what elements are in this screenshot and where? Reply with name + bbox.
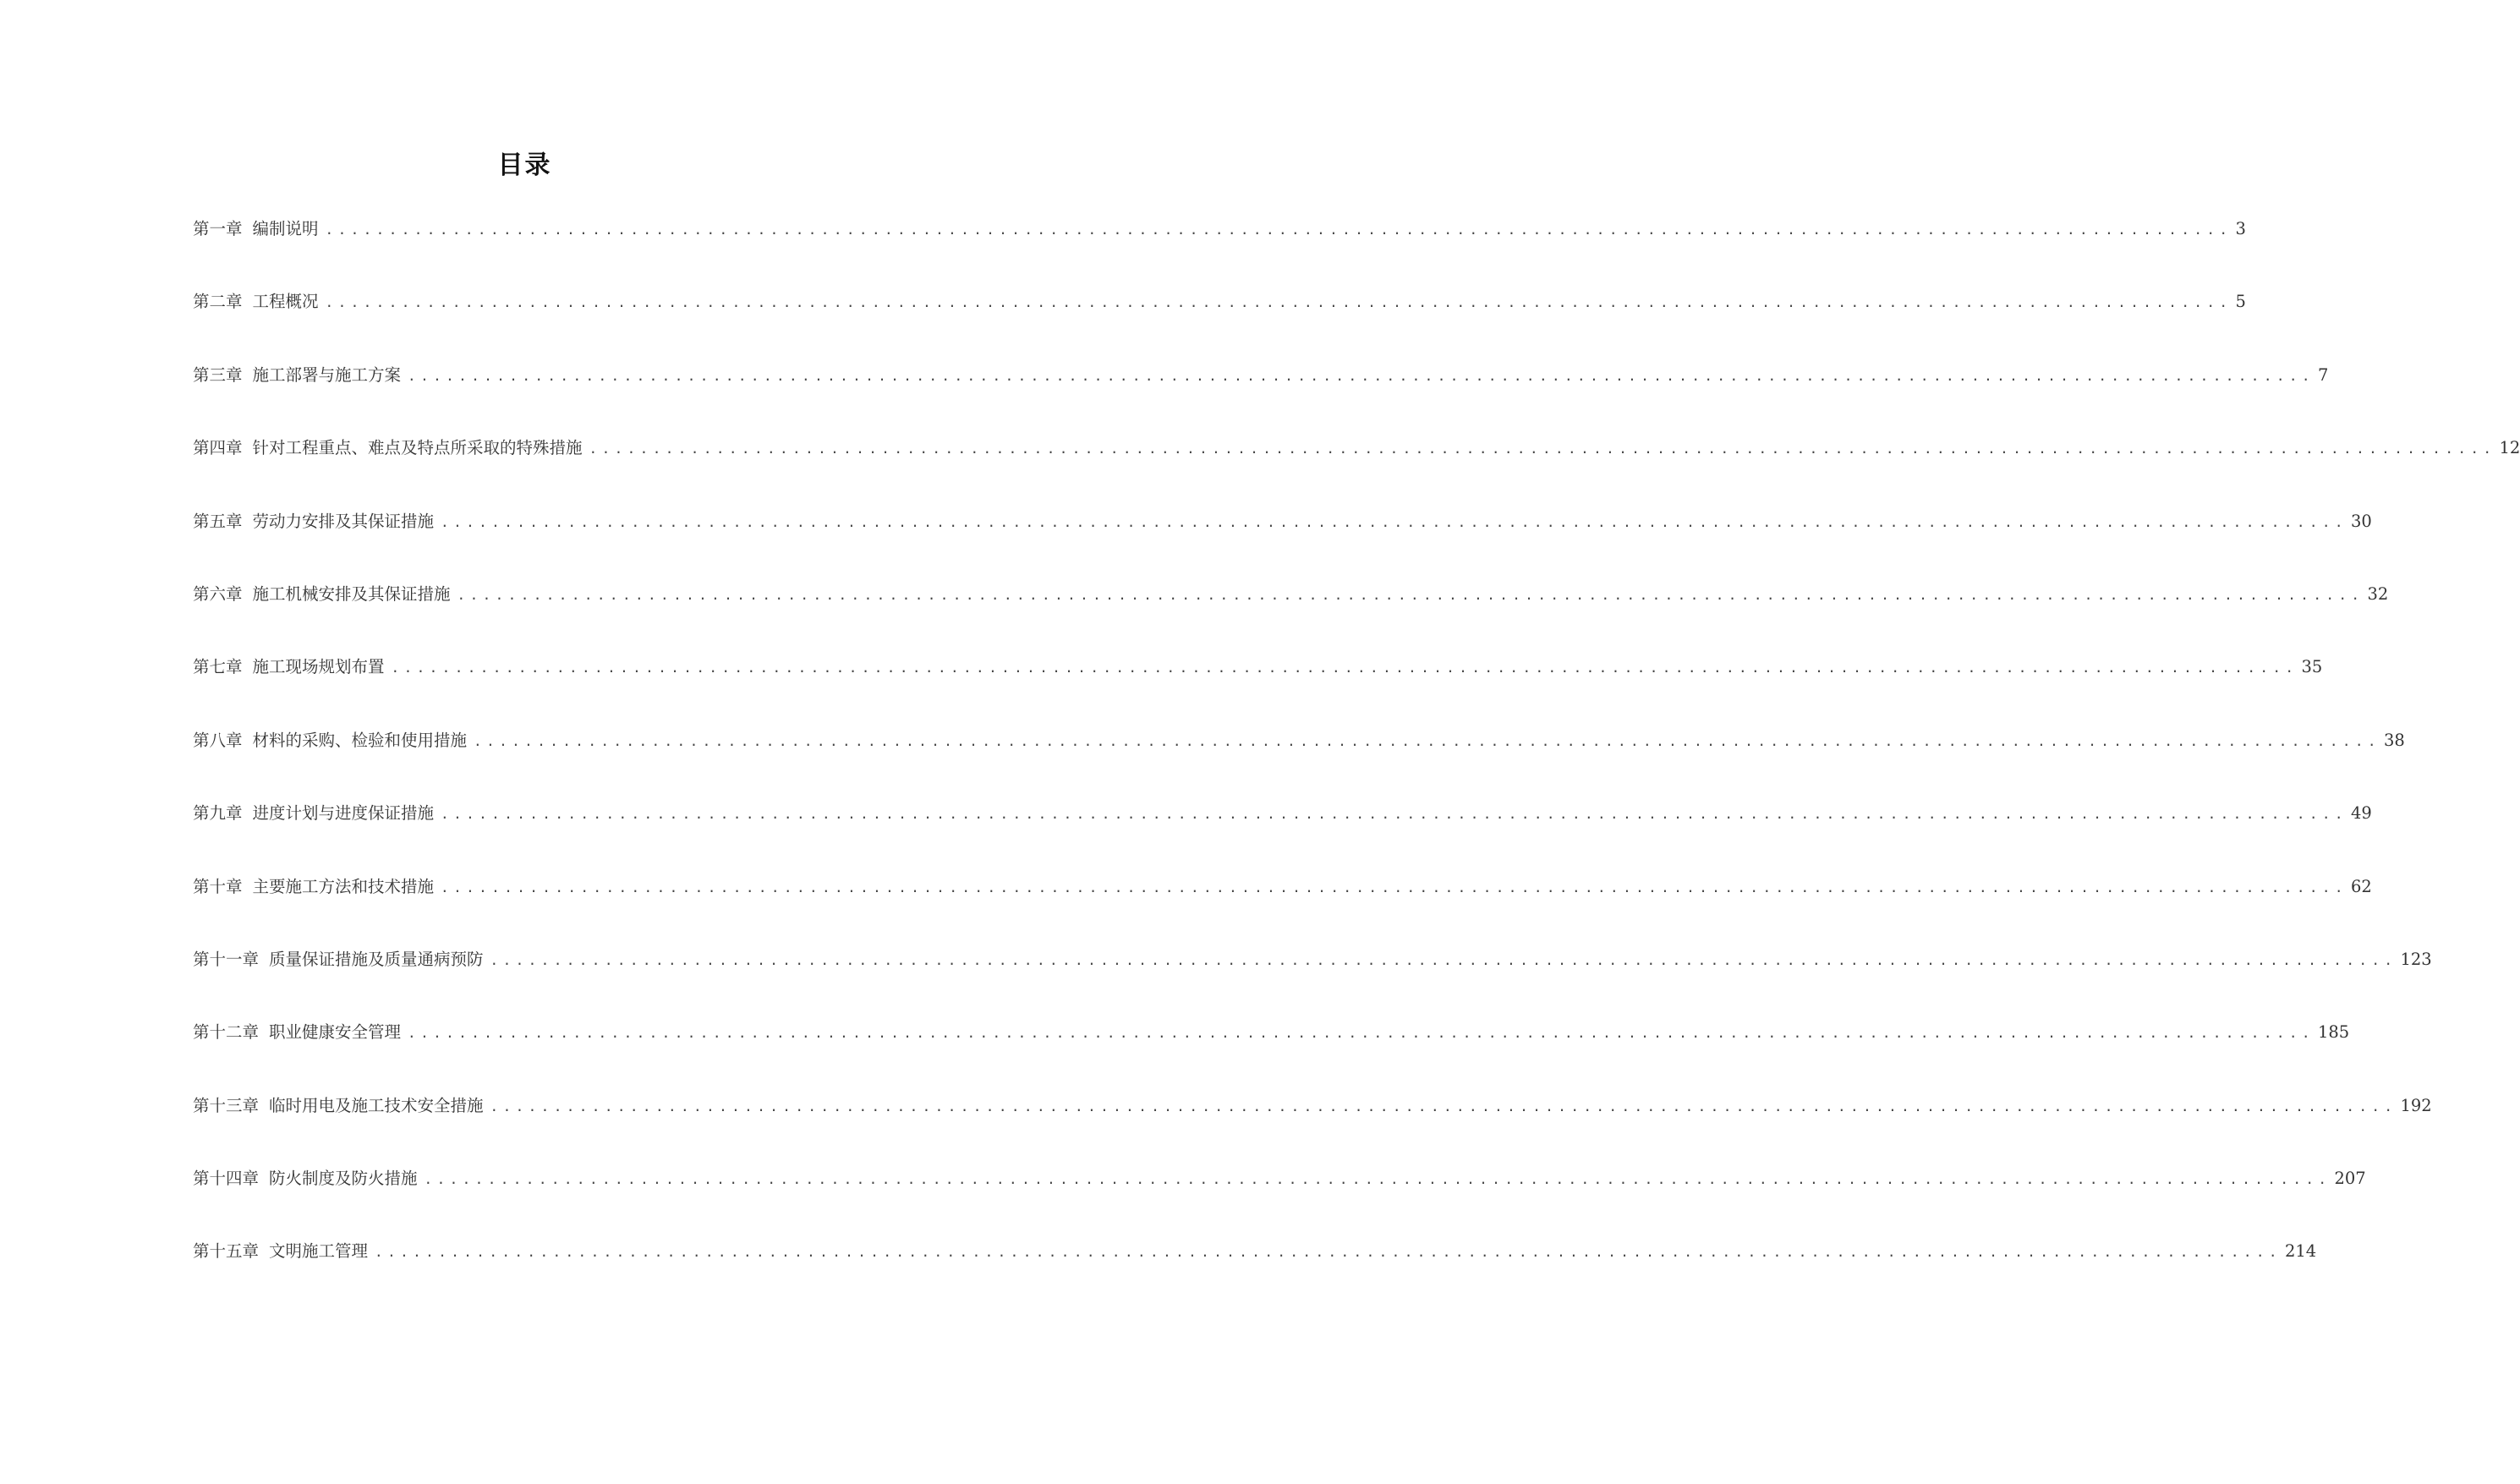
chapter-title: 施工现场规划布置 — [252, 657, 385, 677]
chapter-number: 第八章 — [193, 730, 243, 750]
toc-entry[interactable] — [193, 291, 2246, 364]
chapter-title: 文明施工管理 — [269, 1241, 369, 1262]
chapter-title: 施工部署与施工方案 — [252, 364, 402, 385]
chapter-number: 第四章 — [193, 438, 243, 458]
page-number: 49 — [2350, 803, 2372, 824]
toc-entry[interactable] — [193, 876, 2372, 949]
chapter-title: 主要施工方法和技术措施 — [252, 876, 435, 896]
chapter-title: 施工机械安排及其保证措施 — [252, 583, 451, 604]
page-number: 38 — [2383, 730, 2405, 750]
toc-entry[interactable] — [193, 949, 2432, 1021]
chapter-number: 第九章 — [193, 803, 243, 824]
dot-leader: ...................................................................................................................................................... — [490, 951, 2397, 968]
toc-entry[interactable] — [193, 364, 2329, 437]
toc-entry[interactable] — [193, 1168, 2366, 1240]
toc-entry[interactable] — [193, 437, 2520, 510]
toc-entry[interactable] — [193, 802, 2372, 875]
toc-entry[interactable] — [193, 656, 2323, 729]
dot-leader: ...................................................................................................................................................... — [441, 513, 2347, 530]
chapter-title: 针对工程重点、难点及特点所采取的特殊措施 — [252, 438, 583, 458]
page-number: 5 — [2235, 292, 2246, 312]
chapter-number: 第十五章 — [193, 1241, 260, 1262]
dot-leader: ...................................................................................................................................................... — [408, 1025, 2315, 1042]
toc-entry[interactable] — [193, 1021, 2350, 1094]
chapter-title: 材料的采购、检验和使用措施 — [252, 730, 468, 750]
toc-entry[interactable] — [193, 218, 2246, 291]
page-number: 185 — [2317, 1022, 2350, 1043]
toc-entry[interactable] — [193, 1095, 2432, 1168]
page-number: 30 — [2350, 511, 2372, 531]
dot-leader: ...................................................................................................................................................... — [490, 1098, 2397, 1114]
chapter-number: 第二章 — [193, 292, 243, 312]
dot-leader: ...................................................................................................................................................... — [424, 1171, 2331, 1188]
toc-entry[interactable] — [193, 511, 2372, 583]
chapter-title: 防火制度及防火措施 — [269, 1169, 418, 1189]
page-number: 3 — [2235, 219, 2246, 238]
dot-leader: ...................................................................................................................................................... — [391, 660, 2298, 676]
chapter-number: 第一章 — [193, 219, 243, 238]
chapter-number: 第三章 — [193, 364, 243, 385]
dot-leader: ...................................................................................................................................................... — [325, 294, 2232, 311]
chapter-title: 工程概况 — [252, 292, 319, 312]
chapter-number: 第六章 — [193, 583, 243, 604]
page-number: 62 — [2350, 876, 2372, 896]
chapter-number: 第十四章 — [193, 1169, 260, 1189]
page-number: 7 — [2317, 364, 2329, 385]
page-number: 123 — [2400, 949, 2432, 969]
chapter-title: 进度计划与进度保证措施 — [252, 803, 435, 824]
chapter-title: 临时用电及施工技术安全措施 — [269, 1095, 484, 1115]
dot-leader: ...................................................................................................................................................... — [474, 732, 2380, 749]
chapter-number: 第十章 — [193, 876, 243, 896]
dot-leader: ...................................................................................................................................................... — [325, 222, 2232, 238]
chapter-number: 第十三章 — [193, 1095, 260, 1115]
dot-leader: ...................................................................................................................................................... — [375, 1244, 2282, 1261]
page-number: 192 — [2400, 1095, 2432, 1115]
dot-leader: ...................................................................................................................................................... — [441, 806, 2347, 823]
chapter-number: 第十二章 — [193, 1022, 260, 1043]
chapter-number: 第五章 — [193, 511, 243, 531]
page-number: 35 — [2301, 657, 2323, 677]
toc-list — [193, 218, 2520, 1314]
toc-entry[interactable] — [193, 583, 2389, 656]
page-number: 207 — [2334, 1169, 2366, 1189]
toc-title: 目录 — [497, 151, 552, 180]
dot-leader: ...................................................................................................................................................... — [589, 441, 2496, 457]
chapter-title: 编制说明 — [252, 219, 319, 238]
chapter-title: 质量保证措施及质量通病预防 — [269, 949, 484, 969]
page-number: 214 — [2284, 1241, 2317, 1262]
chapter-number: 第十一章 — [193, 949, 260, 969]
toc-entry[interactable] — [193, 1240, 2317, 1313]
page-number: 12 — [2499, 438, 2520, 458]
chapter-number: 第七章 — [193, 657, 243, 677]
dot-leader: ...................................................................................................................................................... — [457, 586, 2364, 603]
toc-entry[interactable] — [193, 730, 2405, 802]
page-number: 32 — [2367, 583, 2389, 604]
dot-leader: ...................................................................................................................................................... — [408, 367, 2315, 384]
chapter-title: 劳动力安排及其保证措施 — [252, 511, 435, 531]
chapter-title: 职业健康安全管理 — [269, 1022, 402, 1043]
dot-leader: ...................................................................................................................................................... — [441, 879, 2347, 895]
